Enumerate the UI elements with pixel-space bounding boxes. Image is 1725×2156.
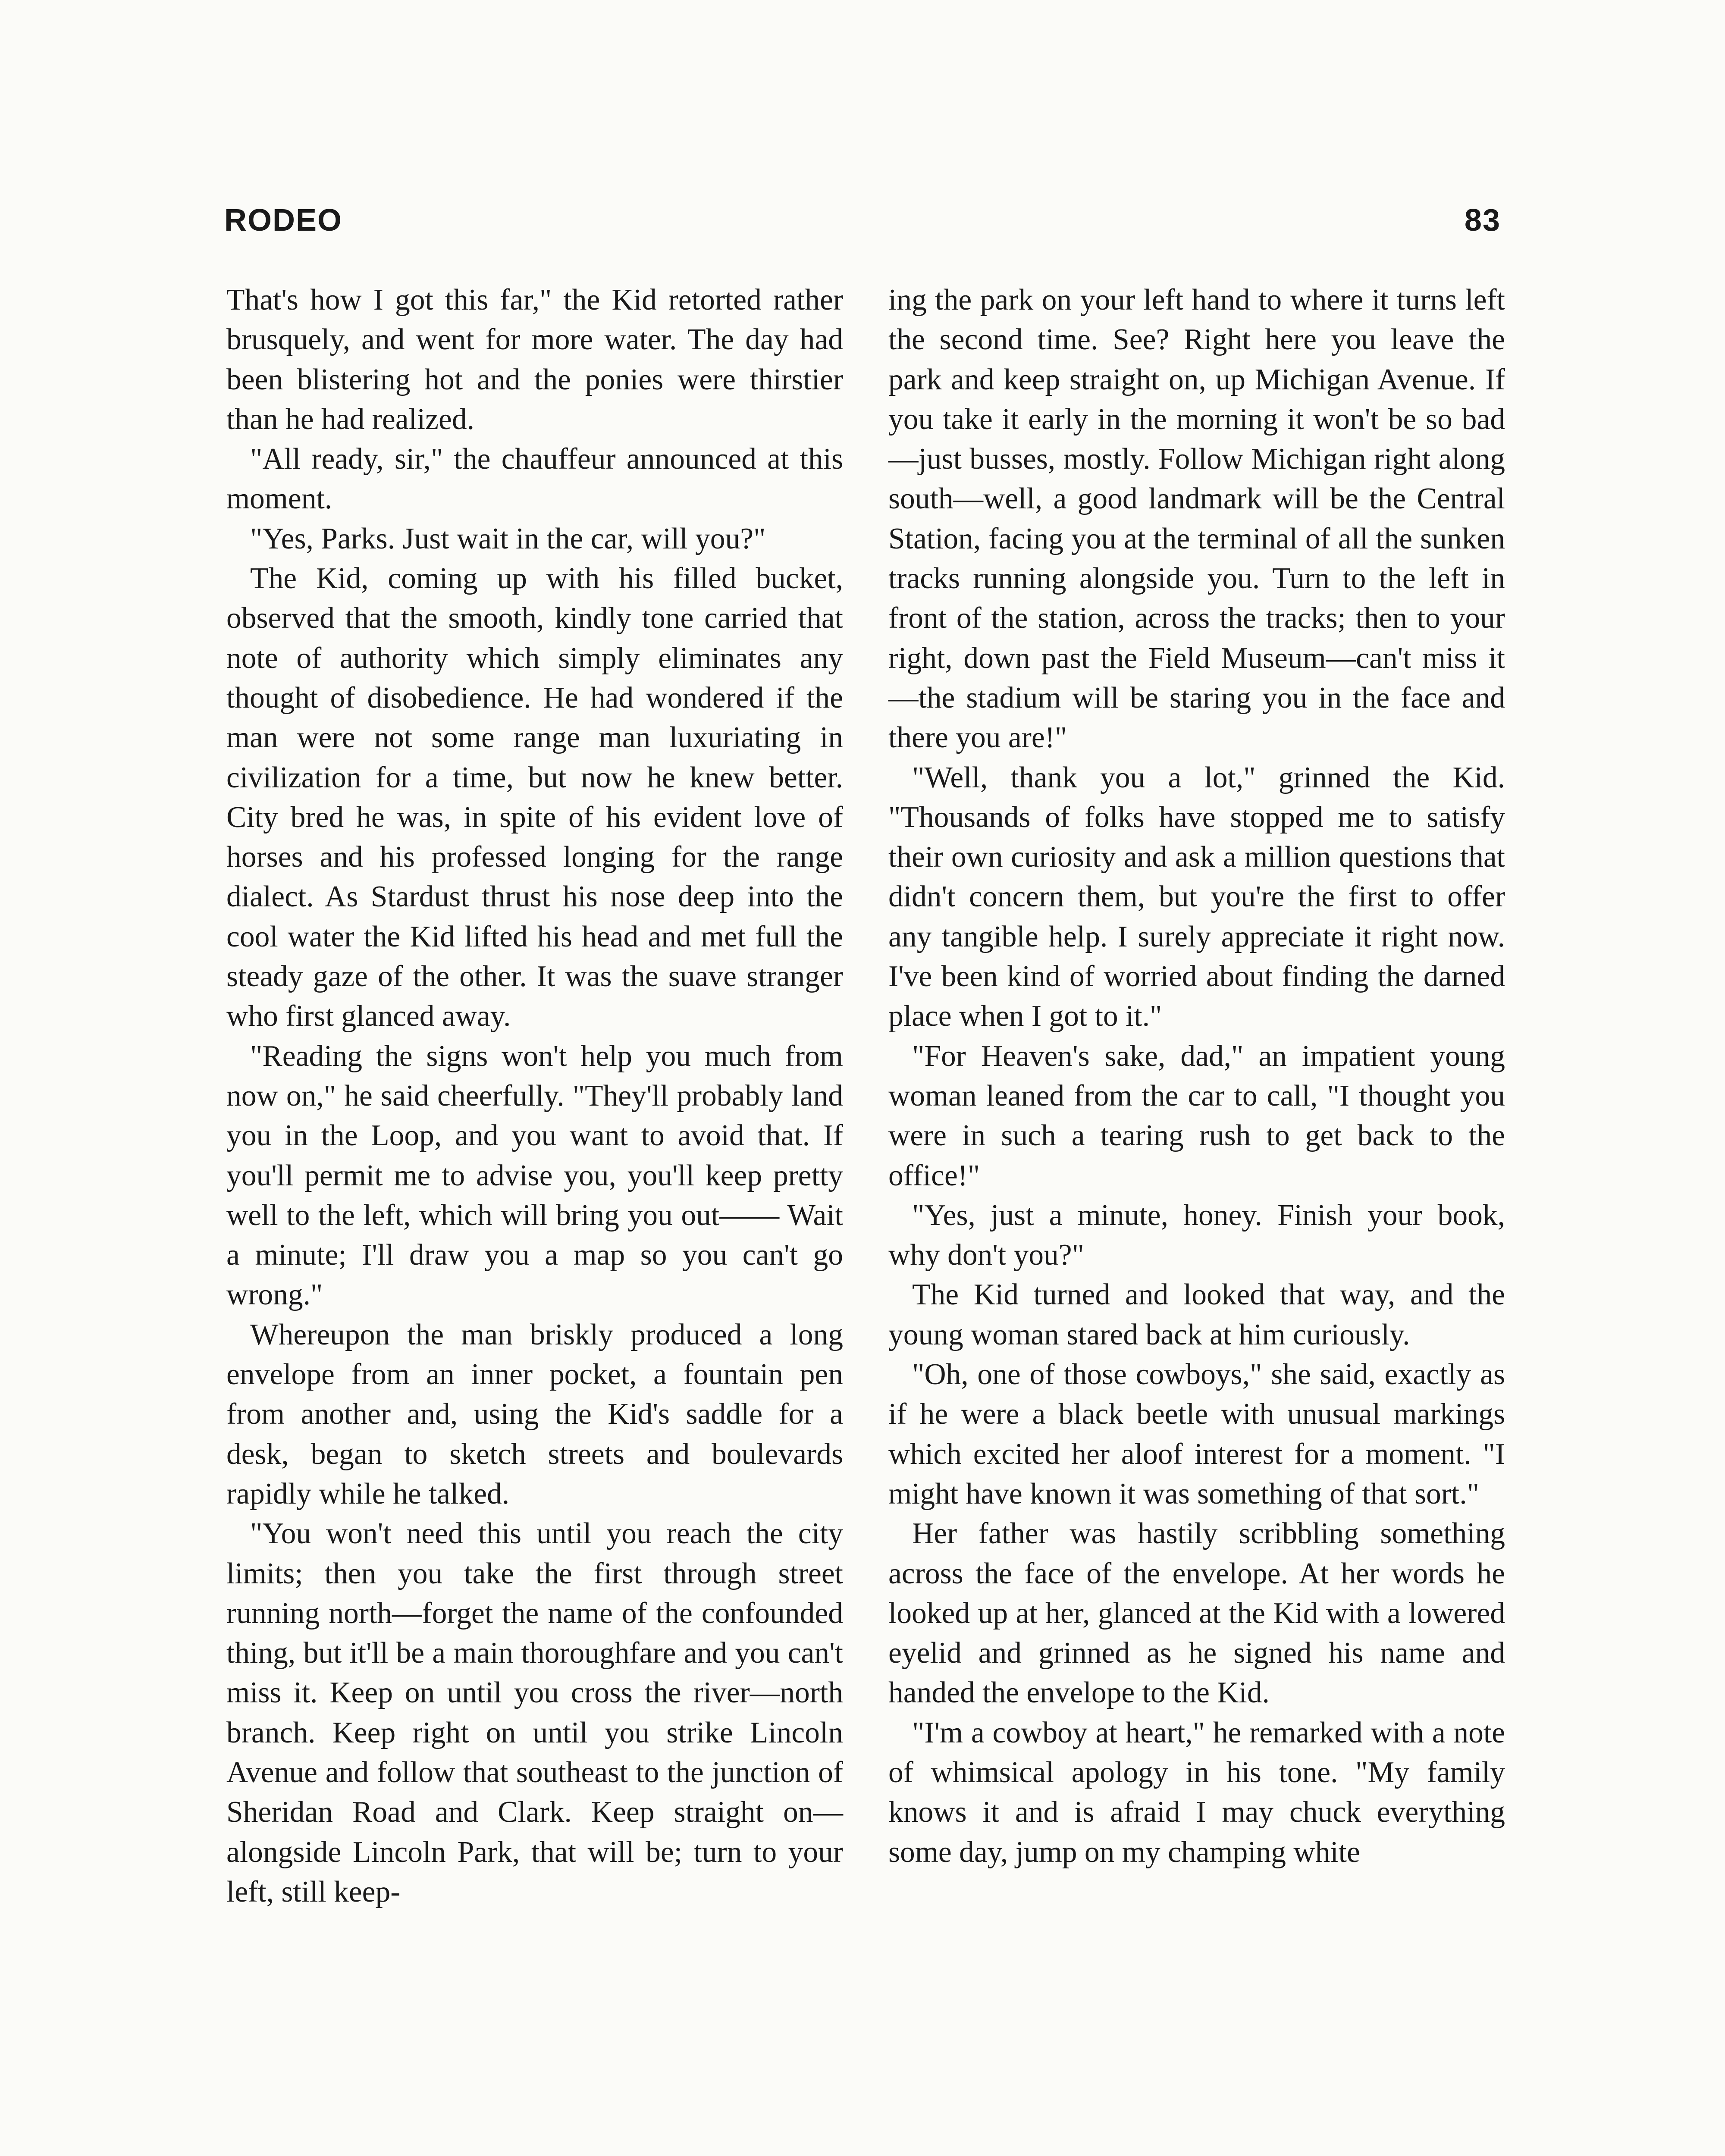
- paragraph: "All ready, sir," the chauffeur announced at this moment.: [226, 442, 843, 516]
- paragraph: "For Heaven's sake, dad," an impatient young woman leaned from the car to call, "I thought you were in such a tearing rush to get back to the office!": [888, 1039, 1505, 1192]
- paragraph: That's how I got this far," the Kid retorted rather brusquely, and went for more water. The day had been blistering hot and the ponies were thirstier than he had realized.: [226, 283, 843, 436]
- paragraph: "I'm a cowboy at heart," he remarked with a note of whimsical apology in his tone. "My family knows it and is afraid I may chuck everything some day, jump on my champing white: [888, 1716, 1505, 1869]
- running-head: [224, 203, 1501, 246]
- left-column: [226, 280, 843, 1912]
- paragraph: "Oh, one of those cowboys," she said, exactly as if he were a black beetle with unusual markings which excited her aloof interest for a moment. "I might have known it was something of that sort.": [888, 1358, 1505, 1510]
- paragraph: "Yes, just a minute, honey. Finish your book, why don't you?": [888, 1198, 1505, 1272]
- page-number: 83: [1464, 203, 1501, 238]
- paragraph: "Well, thank you a lot," grinned the Kid. "Thousands of folks have stopped me to satisfy their own curiosity and ask a million questions that didn't concern them, but you're the first to offer any tangible help. I surely appreciate it right now. I've been kind of worried about finding the darned place when I got to it.": [888, 761, 1505, 1033]
- paragraph: Whereupon the man briskly produced a long envelope from an inner pocket, a fountain pen from another and, using the Kid's saddle for a desk, began to sketch streets and boulevards rapidly while he talked.: [226, 1318, 843, 1510]
- paragraph: "Yes, Parks. Just wait in the car, will you?": [250, 522, 766, 555]
- right-column: [888, 280, 1505, 1872]
- paragraph: The Kid, coming up with his filled bucket, observed that the smooth, kindly tone carried that note of authority which simply eliminates any thought of disobedience. He had wondered if the man were not some range man luxuriating in civilization for a time, but now he knew better. City bred he was, in spite of his evident love of horses and his professed longing for the range dialect. As Stardust thrust his nose deep into the cool water the Kid lifted his head and met full the steady gaze of the other. It was the suave stranger who first glanced away.: [226, 562, 843, 1033]
- paragraph: "Reading the signs won't help you much from now on," he said cheerfully. "They'll probably land you in the Loop, and you want to avoid that. If you'll permit me to advise you, you'll keep pretty well to the left, which will bring you out—— Wait a minute; I'll draw you a map so you can't go wrong.": [226, 1039, 843, 1312]
- paragraph: The Kid turned and looked that way, and the young woman stared back at him curiously.: [888, 1278, 1505, 1351]
- paragraph: Her father was hastily scribbling something across the face of the envelope. At her words he looked up at her, glanced at the Kid with a lowered eyelid and grinned as he signed his name and handed the envelope to the Kid.: [888, 1517, 1505, 1710]
- paragraph: ing the park on your left hand to where it turns left the second time. See? Right here you leave the park and keep straight on, up Michigan Avenue. If you take it early in the morning it won't be so bad—just busses, mostly. Follow Michigan right along south—well, a good landmark will be the Central Station, facing you at the terminal of all the sunken tracks running alongside you. Turn to the left in front of the station, across the tracks; then to your right, down past the Field Museum—can't miss it—the stadium will be staring you in the face and there you are!": [888, 283, 1505, 755]
- paragraph: "You won't need this until you reach the city limits; then you take the first through street running north—forget the name of the confounded thing, but it'll be a main thoroughfare and you can't miss it. Keep on until you cross the river—north branch. Keep right on until you strike Lincoln Avenue and follow that southeast to the junction of Sheridan Road and Clark. Keep straight on—alongside Lincoln Park, that will be; turn to your left, still keep-: [226, 1517, 843, 1908]
- running-title: RODEO: [224, 203, 343, 238]
